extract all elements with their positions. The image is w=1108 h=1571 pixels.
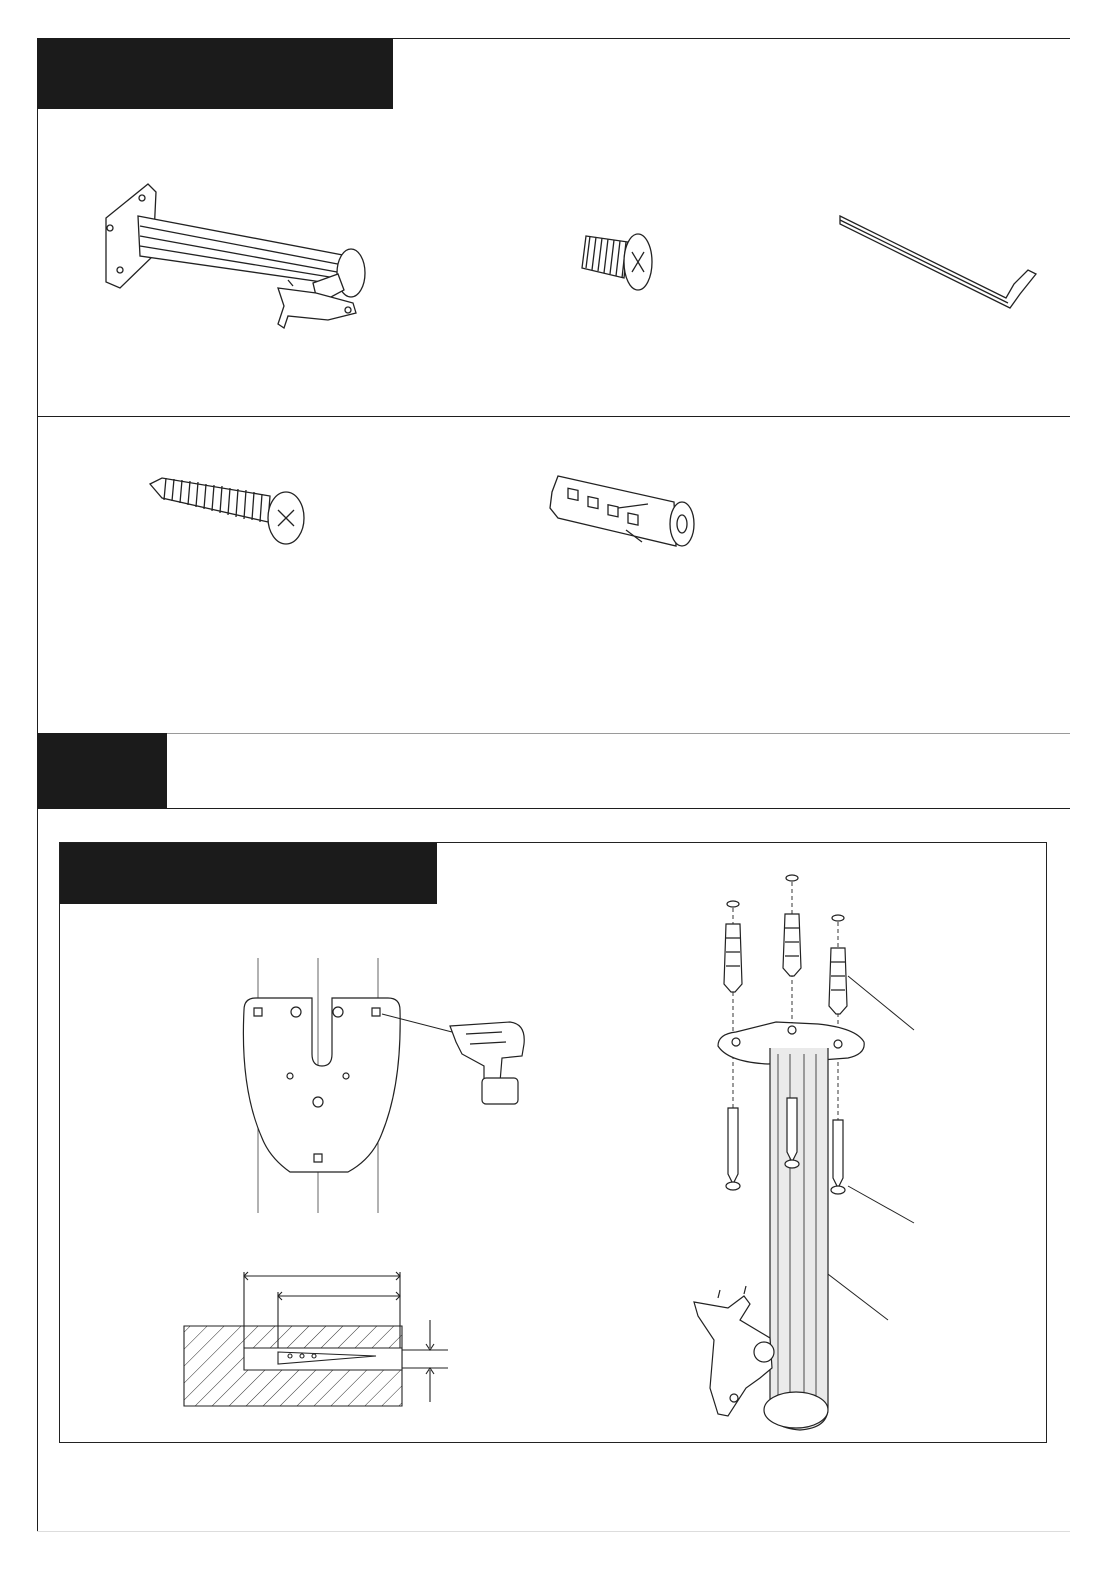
wood-screw-icon <box>148 472 308 547</box>
page-bottom-rule <box>37 1531 1070 1532</box>
parts-divider-rule <box>37 416 1070 417</box>
section-bottom-rule <box>37 808 1070 809</box>
machine-screw-icon <box>580 222 672 294</box>
ceiling-mount-assembly-icon <box>688 868 920 1438</box>
hole-depth-diagram-icon <box>180 1268 450 1410</box>
drilling-template-icon <box>230 958 530 1213</box>
allen-key-icon <box>838 210 1043 315</box>
parts-header-bar <box>37 38 393 109</box>
install-section-tab <box>37 733 167 809</box>
step-header-bar <box>60 843 437 904</box>
section-top-rule <box>167 733 1070 734</box>
mounting-bracket-icon <box>98 178 373 338</box>
wall-anchor-icon <box>548 468 698 553</box>
